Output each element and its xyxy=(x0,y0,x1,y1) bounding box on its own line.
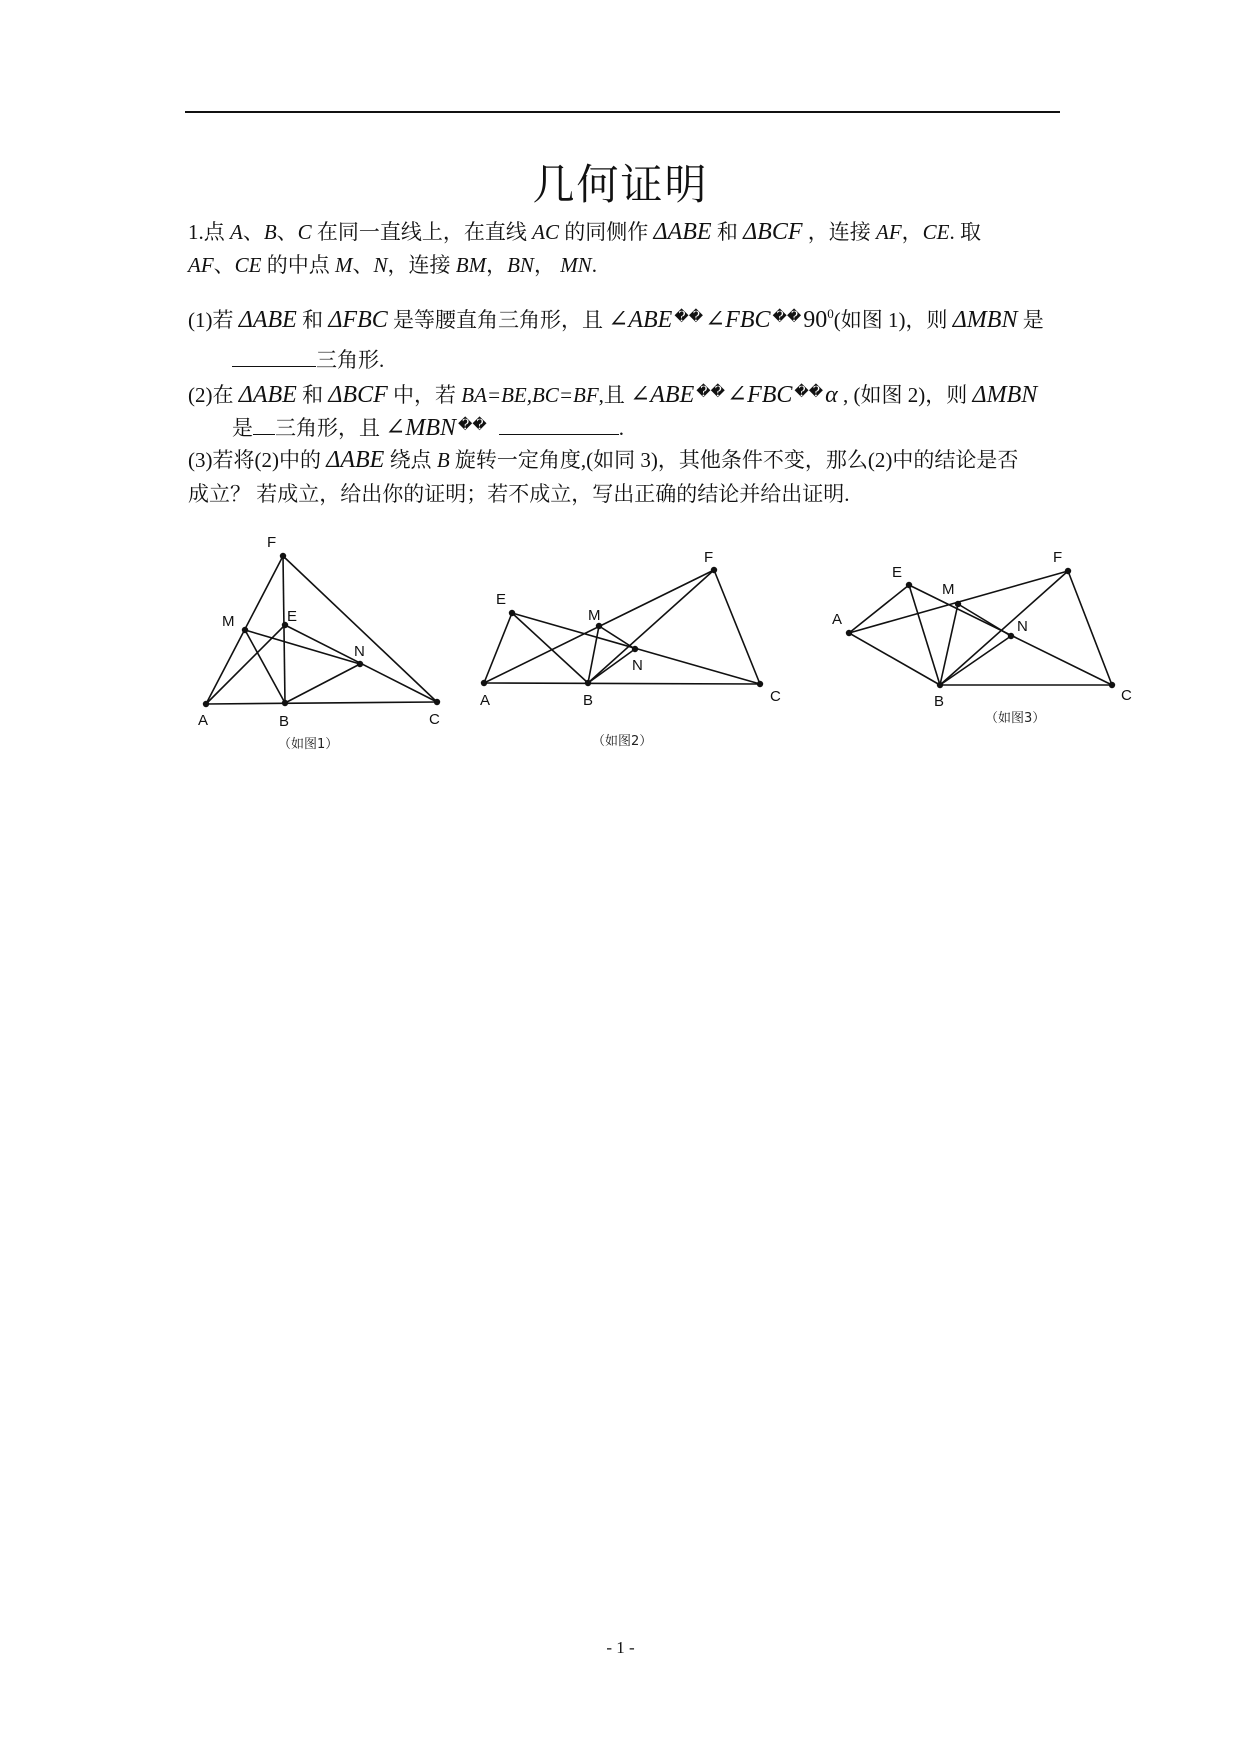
text: 、 xyxy=(276,220,298,244)
segment-bm: BM xyxy=(455,253,487,277)
fig1-label-n: N xyxy=(354,643,365,660)
fig1-label-a: A xyxy=(198,712,209,729)
fig1-label-c: C xyxy=(429,711,440,728)
text: 的中点 xyxy=(261,253,335,277)
text: 在同一直线上，在直线 xyxy=(311,220,533,244)
triangle-mbn: ΔMBN xyxy=(972,382,1038,408)
segment-bn: BN xyxy=(507,253,534,277)
fig1-label-f: F xyxy=(267,534,277,551)
text: (3)若将(2)中的 xyxy=(188,448,327,472)
text: 是 xyxy=(232,416,253,440)
fig2-label-b: B xyxy=(583,692,594,709)
line-ac: AC xyxy=(532,220,560,244)
text: 是 xyxy=(1017,308,1044,332)
triangle-bcf: ΔBCF xyxy=(743,219,803,245)
fig2-label-a: A xyxy=(480,692,491,709)
text: (1)若 xyxy=(188,308,239,332)
text: ，连接 xyxy=(387,253,456,277)
fig2-label-m: M xyxy=(588,607,601,624)
fig2-label-c: C xyxy=(770,688,781,705)
text: ， xyxy=(901,220,923,244)
fig3-label-e: E xyxy=(892,564,903,581)
fig1-label-m: M xyxy=(222,613,235,630)
text: 和 xyxy=(296,308,329,332)
text: 三角形. xyxy=(316,348,385,372)
triangle-abe: ΔABE xyxy=(238,382,297,408)
fig3-label-b: B xyxy=(934,693,945,710)
fig2-label-n: N xyxy=(632,657,643,674)
garbled-equals-mark: �� xyxy=(696,385,725,400)
garbled-equals-mark: �� xyxy=(794,385,824,400)
garbled-equals-mark: �� xyxy=(674,310,704,325)
text: 是等腰直角三角形，且 xyxy=(387,308,609,332)
triangle-fbc: ΔFBC xyxy=(328,307,388,333)
page-number: - 1 - xyxy=(606,1638,635,1657)
text: 和 xyxy=(711,220,744,244)
fig2-label-f: F xyxy=(704,549,714,566)
fig3-label-a: A xyxy=(832,611,843,628)
figure-3-lines xyxy=(849,571,1112,685)
angle-fbc: ∠FBC xyxy=(705,307,771,333)
alpha-symbol: α xyxy=(825,382,838,408)
angle-abe: ∠ABE xyxy=(608,307,673,333)
fig3-caption: （如图3） xyxy=(985,711,1046,726)
point-b: B xyxy=(436,448,450,472)
segment-af: AF xyxy=(876,220,902,244)
text: ,且 xyxy=(598,383,631,407)
fig1-label-e: E xyxy=(287,608,298,625)
page-title: 几何证明 xyxy=(532,160,709,209)
point-c: C xyxy=(297,220,312,244)
figure-2-lines xyxy=(484,570,760,684)
text: ，连接 xyxy=(802,220,877,244)
text: 和 xyxy=(296,383,329,407)
triangle-abe: ΔABE xyxy=(653,219,712,245)
fig3-label-m: M xyxy=(942,581,955,598)
fig1-caption: （如图1） xyxy=(278,737,339,752)
point-b: B xyxy=(263,220,277,244)
text: ， xyxy=(486,253,508,277)
text: 、 xyxy=(242,220,264,244)
triangle-abe: ΔABE xyxy=(326,447,385,473)
text: 成立？ 若成立，给出你的证明；若不成立，写出正确的结论并给出证明. xyxy=(188,482,850,506)
text: (2)在 xyxy=(188,383,239,407)
fig1-label-b: B xyxy=(279,713,290,730)
degree-superscript: 0 xyxy=(827,306,834,321)
segment-af: AF xyxy=(188,253,214,277)
segment-ce: CE xyxy=(234,253,262,277)
fig2-label-e: E xyxy=(496,591,507,608)
segment-ce: CE xyxy=(922,220,950,244)
text: 中，若 xyxy=(387,383,462,407)
text: 的同侧作 xyxy=(559,220,654,244)
fig3-label-c: C xyxy=(1121,687,1132,704)
angle-fbc: ∠FBC xyxy=(726,382,793,408)
point-n: N xyxy=(373,253,388,277)
text: (如图 1)，则 xyxy=(833,308,953,332)
text: . xyxy=(618,416,624,440)
triangle-abe: ΔABE xyxy=(238,307,297,333)
fig2-caption: （如图2） xyxy=(592,734,653,749)
garbled-equals-mark: �� xyxy=(458,418,487,433)
text: 、 xyxy=(352,253,374,277)
text: 、 xyxy=(213,253,235,277)
triangle-mbn: ΔMBN xyxy=(952,307,1018,333)
equal-sides: BA=BE,BC=BF xyxy=(461,383,599,407)
text: . xyxy=(591,253,597,277)
triangle-bcf: ΔBCF xyxy=(328,382,388,408)
segment-mn: MN xyxy=(560,253,592,277)
text: 1.点 xyxy=(188,220,230,244)
text: , (如图 2)，则 xyxy=(837,383,973,407)
text: 绕点 xyxy=(384,448,437,472)
text: . 取 xyxy=(949,220,982,244)
angle-abe: ∠ABE xyxy=(630,382,695,408)
point-m: M xyxy=(335,253,353,277)
figure-1-lines xyxy=(206,556,437,704)
point-a: A xyxy=(230,220,243,244)
angle-mbn: ∠MBN xyxy=(385,415,457,441)
garbled-equals-mark: �� xyxy=(772,310,802,325)
text: 旋转一定角度,(如同 3)，其他条件不变，那么(2)中的结论是否 xyxy=(449,448,1019,472)
fig3-label-f: F xyxy=(1053,549,1063,566)
fig3-label-n: N xyxy=(1017,618,1028,635)
angle-value: 90 xyxy=(803,307,828,333)
text: 三角形，且 xyxy=(275,416,386,440)
text: ， xyxy=(533,253,561,277)
